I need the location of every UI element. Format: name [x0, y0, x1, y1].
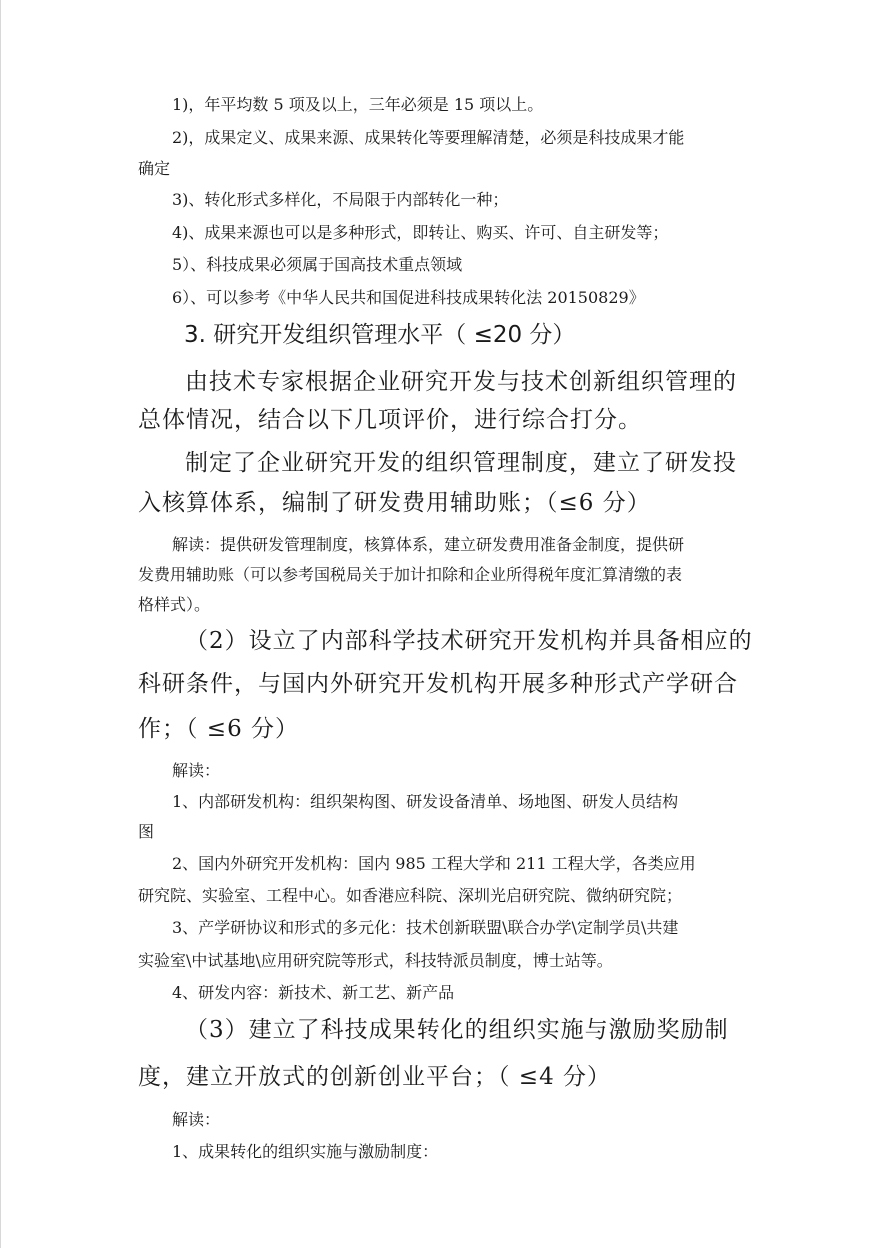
- criterion-2-note: 2、国内外研究开发机构：国内 985 工程大学和 211 工程大学，各类应用: [172, 854, 696, 873]
- criterion-2-note: 实验室\中试基地\应用研究院等形式，科技特派员制度，博士站等。: [138, 951, 613, 970]
- list-item: 6）、可以参考《中华人民共和国促进科技成果转化法 20150829》: [172, 288, 645, 307]
- criterion-2-note: 研究院、实验室、工程中心。如香港应科院、深圳光启研究院、微纳研究院；: [138, 886, 683, 905]
- section-heading: 3. 研究开发组织管理水平（ ≤20 分）: [184, 322, 576, 348]
- criterion-2-note: 4、研发内容：新技术、新工艺、新产品: [172, 983, 455, 1002]
- criterion-1-note: 格样式）。: [138, 595, 211, 614]
- criterion-1-line: 制定了企业研究开发的组织管理制度，建立了研发投: [185, 450, 737, 476]
- criterion-2-line: 科研条件，与国内外研究开发机构开展多种形式产学研合: [138, 671, 738, 697]
- list-item-continuation: 确定: [138, 159, 171, 178]
- criterion-1-note: 解读：提供研发管理制度，核算体系，建立研发费用准备金制度，提供研: [172, 535, 685, 554]
- list-item: 5）、科技成果必须属于国高技术重点领域: [172, 255, 463, 274]
- criterion-2-line: （2）设立了内部科学技术研究开发机构并具备相应的: [185, 628, 753, 654]
- criterion-3-note: 1、成果转化的组织实施与激励制度：: [172, 1142, 439, 1161]
- list-item: 4)、成果来源也可以是多种形式，即转让、购买、许可、自主研发等；: [172, 223, 669, 242]
- criterion-3-line: （3）建立了科技成果转化的组织实施与激励奖励制: [185, 1017, 729, 1043]
- criterion-1-note: 发费用辅助账（可以参考国税局关于加计扣除和企业所得税年度汇算清缴的表: [138, 565, 683, 584]
- intro-paragraph-line: 由技术专家根据企业研究开发与技术创新组织管理的: [185, 369, 737, 395]
- list-item: 1)，年平均数 5 项及以上，三年必须是 15 项以上。: [172, 95, 544, 114]
- criterion-2-note: 1、内部研发机构：组织架构图、研发设备清单、场地图、研发人员结构: [172, 792, 679, 811]
- criterion-2-note-label: 解读：: [172, 761, 221, 780]
- criterion-3-line: 度，建立开放式的创新创业平台；（ ≤4 分）: [138, 1064, 612, 1090]
- intro-paragraph-line: 总体情况，结合以下几项评价，进行综合打分。: [138, 407, 642, 433]
- criterion-2-note: 3、产学研协议和形式的多元化：技术创新联盟\联合办学\定制学员\共建: [172, 918, 679, 937]
- criterion-2-line: 作；（ ≤6 分）: [138, 716, 300, 742]
- criterion-3-note-label: 解读：: [172, 1110, 221, 1129]
- criterion-2-note: 图: [138, 822, 155, 841]
- criterion-1-line: 入核算体系，编制了研发费用辅助账；（≤6 分）: [138, 490, 651, 516]
- list-item: 2)，成果定义、成果来源、成果转化等要理解清楚，必须是科技成果才能: [172, 128, 685, 147]
- list-item: 3)、转化形式多样化，不局限于内部转化一种；: [172, 190, 509, 209]
